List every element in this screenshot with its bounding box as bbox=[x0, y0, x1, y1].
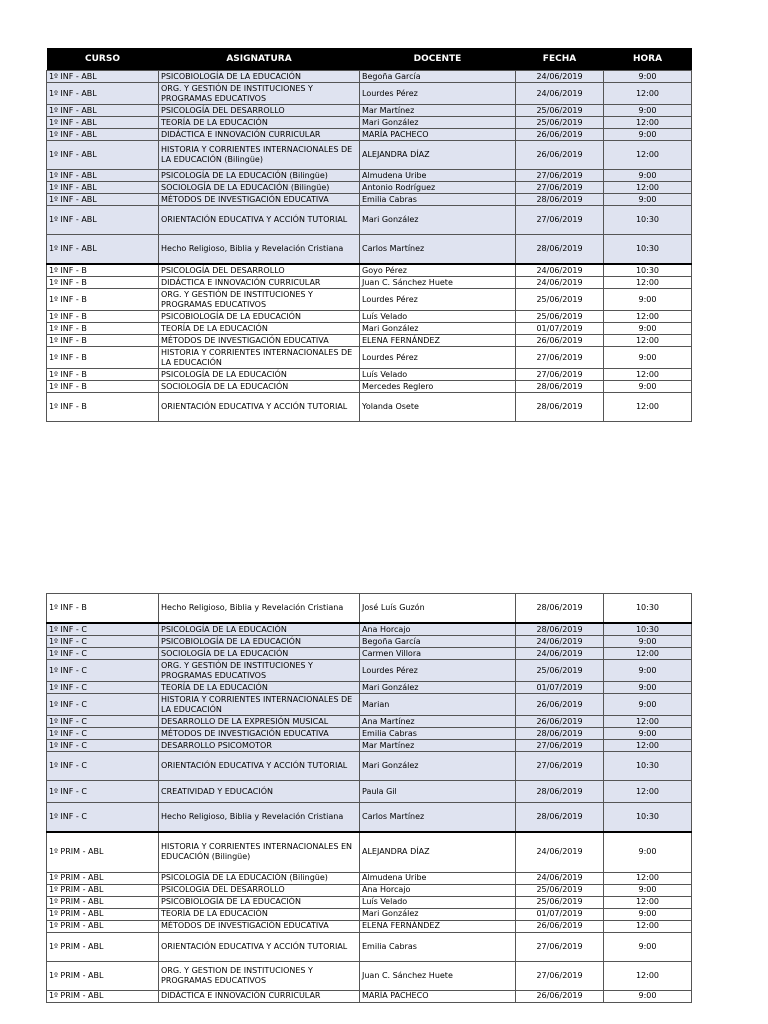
table-row bbox=[47, 728, 692, 740]
table-row bbox=[47, 235, 692, 265]
cell-curso: 1º INF - B bbox=[47, 323, 159, 335]
cell-docente: Mar Martínez bbox=[360, 740, 516, 752]
cell-hora: 9:00 bbox=[604, 636, 692, 648]
cell-fecha: 28/06/2019 bbox=[516, 803, 604, 833]
cell-asignatura: HISTORIA Y CORRIENTES INTERNACIONALES EN EDUCACIÓN (Bilingüe) bbox=[159, 832, 360, 872]
table-row bbox=[47, 920, 692, 932]
group-prim-abl bbox=[47, 832, 692, 1002]
cell-docente: Lourdes Pérez bbox=[360, 289, 516, 311]
cell-curso: 1º INF - B bbox=[47, 335, 159, 347]
cell-curso: 1º INF - ABL bbox=[47, 141, 159, 170]
cell-asignatura: HISTORIA Y CORRIENTES INTERNACIONALES DE LA EDUCACIÓN bbox=[159, 347, 360, 369]
cell-asignatura: PSICOLOGIA DEL DESARROLLO bbox=[159, 884, 360, 896]
table-row bbox=[47, 347, 692, 369]
cell-asignatura: TEORÍA DE LA EDUCACIÓN bbox=[159, 117, 360, 129]
cell-curso: 1º PRIM - ABL bbox=[47, 990, 159, 1002]
cell-hora: 10:30 bbox=[604, 803, 692, 833]
cell-docente: José Luís Guzón bbox=[360, 594, 516, 624]
cell-hora: 9:00 bbox=[604, 323, 692, 335]
cell-fecha: 26/06/2019 bbox=[516, 129, 604, 141]
cell-hora: 9:00 bbox=[604, 170, 692, 182]
header-hora: HORA bbox=[604, 48, 692, 71]
cell-asignatura: TEORÍA DE LA EDUCACIÓN bbox=[159, 682, 360, 694]
table-row bbox=[47, 141, 692, 170]
cell-hora: 9:00 bbox=[604, 347, 692, 369]
cell-asignatura: HISTORIA Y CORRIENTES INTERNACIONALES DE LA EDUCACIÓN (Bilingüe) bbox=[159, 141, 360, 170]
cell-curso: 1º PRIM - ABL bbox=[47, 832, 159, 872]
cell-curso: 1º PRIM - ABL bbox=[47, 896, 159, 908]
cell-fecha: 26/06/2019 bbox=[516, 694, 604, 716]
cell-asignatura: DIDÁCTICA E INNOVACIÓN CURRICULAR bbox=[159, 277, 360, 289]
cell-curso: 1º INF - C bbox=[47, 803, 159, 833]
cell-curso: 1º INF - C bbox=[47, 682, 159, 694]
cell-docente: Mari González bbox=[360, 752, 516, 781]
cell-docente: Begoña García bbox=[360, 71, 516, 83]
table-row bbox=[47, 289, 692, 311]
header-fecha: FECHA bbox=[516, 48, 604, 71]
cell-curso: 1º INF - ABL bbox=[47, 170, 159, 182]
cell-hora: 10:30 bbox=[604, 206, 692, 235]
table-row bbox=[47, 932, 692, 961]
cell-asignatura: TEORÍA DE LA EDUCACIÓN bbox=[159, 908, 360, 920]
cell-curso: 1º INF - ABL bbox=[47, 182, 159, 194]
cell-fecha: 27/06/2019 bbox=[516, 369, 604, 381]
cell-curso: 1º INF - C bbox=[47, 740, 159, 752]
cell-asignatura: MÉTODOS DE INVESTIGACIÓN EDUCATIVA bbox=[159, 728, 360, 740]
cell-hora: 9:00 bbox=[604, 105, 692, 117]
table-row bbox=[47, 623, 692, 636]
cell-curso: 1º INF - ABL bbox=[47, 83, 159, 105]
cell-asignatura: Hecho Religioso, Biblia y Revelación Cristiana bbox=[159, 594, 360, 624]
cell-fecha: 27/06/2019 bbox=[516, 206, 604, 235]
cell-docente: MARÍA PACHECO bbox=[360, 990, 516, 1002]
cell-docente: Emilia Cabras bbox=[360, 932, 516, 961]
cell-fecha: 28/06/2019 bbox=[516, 194, 604, 206]
cell-docente: Yolanda Osete bbox=[360, 393, 516, 422]
table-row bbox=[47, 105, 692, 117]
cell-asignatura: PSICOBIOLOGÍA DE LA EDUCACIÓN bbox=[159, 896, 360, 908]
table-row bbox=[47, 393, 692, 422]
cell-hora: 10:30 bbox=[604, 235, 692, 265]
cell-asignatura: ORG. Y GESTIÓN DE INSTITUCIONES Y PROGRAMAS EDUCATIVOS bbox=[159, 660, 360, 682]
cell-hora: 12:00 bbox=[604, 182, 692, 194]
cell-asignatura: TEORÍA DE LA EDUCACIÓN bbox=[159, 323, 360, 335]
header-docente: DOCENTE bbox=[360, 48, 516, 71]
cell-docente: Mari González bbox=[360, 682, 516, 694]
cell-asignatura: PSICOLOGÍA DE LA EDUCACIÓN (Bilingüe) bbox=[159, 170, 360, 182]
cell-fecha: 28/06/2019 bbox=[516, 623, 604, 636]
table-row bbox=[47, 83, 692, 105]
table-row bbox=[47, 990, 692, 1002]
cell-asignatura: ORIENTACIÓN EDUCATIVA Y ACCIÓN TUTORIAL bbox=[159, 932, 360, 961]
cell-fecha: 25/06/2019 bbox=[516, 896, 604, 908]
cell-curso: 1º INF - B bbox=[47, 381, 159, 393]
table-row bbox=[47, 781, 692, 803]
cell-fecha: 25/06/2019 bbox=[516, 289, 604, 311]
cell-curso: 1º INF - C bbox=[47, 716, 159, 728]
cell-fecha: 28/06/2019 bbox=[516, 781, 604, 803]
cell-hora: 12:00 bbox=[604, 648, 692, 660]
cell-asignatura: ORIENTACIÓN EDUCATIVA Y ACCIÓN TUTORIAL bbox=[159, 206, 360, 235]
cell-hora: 12:00 bbox=[604, 740, 692, 752]
cell-hora: 12:00 bbox=[604, 335, 692, 347]
table-row bbox=[47, 896, 692, 908]
cell-fecha: 27/06/2019 bbox=[516, 961, 604, 990]
cell-fecha: 27/06/2019 bbox=[516, 932, 604, 961]
cell-hora: 10:30 bbox=[604, 264, 692, 277]
cell-fecha: 25/06/2019 bbox=[516, 884, 604, 896]
table-row bbox=[47, 323, 692, 335]
cell-curso: 1º INF - B bbox=[47, 347, 159, 369]
cell-curso: 1º PRIM - ABL bbox=[47, 932, 159, 961]
cell-fecha: 25/06/2019 bbox=[516, 660, 604, 682]
table-row bbox=[47, 335, 692, 347]
cell-curso: 1º INF - B bbox=[47, 277, 159, 289]
table-row bbox=[47, 182, 692, 194]
cell-asignatura: MÉTODOS DE INVESTIGACIÓN EDUCATIVA bbox=[159, 194, 360, 206]
cell-curso: 1º INF - B bbox=[47, 289, 159, 311]
table-row bbox=[47, 264, 692, 277]
cell-docente: Lourdes Pérez bbox=[360, 660, 516, 682]
cell-asignatura: SOCIOLOGÍA DE LA EDUCACIÓN bbox=[159, 648, 360, 660]
cell-asignatura: PSICOLOGÍA DEL DESARROLLO bbox=[159, 105, 360, 117]
cell-curso: 1º INF - B bbox=[47, 369, 159, 381]
cell-asignatura: PSICOBIOLOGÍA DE LA EDUCACIÓN bbox=[159, 311, 360, 323]
cell-asignatura: PSICOLOGÍA DEL DESARROLLO bbox=[159, 264, 360, 277]
cell-fecha: 24/06/2019 bbox=[516, 636, 604, 648]
cell-docente: ALEJANDRA DÍAZ bbox=[360, 141, 516, 170]
cell-hora: 9:00 bbox=[604, 660, 692, 682]
cell-hora: 12:00 bbox=[604, 277, 692, 289]
cell-hora: 9:00 bbox=[604, 129, 692, 141]
table-header bbox=[47, 48, 692, 71]
cell-docente: Goyo Pérez bbox=[360, 264, 516, 277]
cell-docente: Carlos Martínez bbox=[360, 235, 516, 265]
header-asignatura: ASIGNATURA bbox=[159, 48, 360, 71]
cell-asignatura: ORIENTACIÓN EDUCATIVA Y ACCIÓN TUTORIAL bbox=[159, 393, 360, 422]
cell-docente: Carmen Villora bbox=[360, 648, 516, 660]
cell-fecha: 01/07/2019 bbox=[516, 908, 604, 920]
cell-docente: Luís Velado bbox=[360, 311, 516, 323]
cell-hora: 12:00 bbox=[604, 393, 692, 422]
cell-curso: 1º INF - B bbox=[47, 264, 159, 277]
cell-hora: 9:00 bbox=[604, 194, 692, 206]
cell-docente: Marian bbox=[360, 694, 516, 716]
cell-fecha: 27/06/2019 bbox=[516, 170, 604, 182]
cell-curso: 1º INF - C bbox=[47, 752, 159, 781]
cell-docente: Juan C. Sánchez Huete bbox=[360, 277, 516, 289]
cell-docente: Mar Martínez bbox=[360, 105, 516, 117]
cell-asignatura: PSICOLOGÍA DE LA EDUCACIÓN (Bilingüe) bbox=[159, 872, 360, 884]
cell-hora: 12:00 bbox=[604, 920, 692, 932]
cell-asignatura: DIDÁCTICA E INNOVACIÓN CURRICULAR bbox=[159, 129, 360, 141]
cell-hora: 9:00 bbox=[604, 289, 692, 311]
table-row bbox=[47, 194, 692, 206]
table-row bbox=[47, 381, 692, 393]
cell-curso: 1º INF - B bbox=[47, 594, 159, 624]
table-row bbox=[47, 129, 692, 141]
cell-hora: 12:00 bbox=[604, 961, 692, 990]
cell-hora: 12:00 bbox=[604, 781, 692, 803]
cell-hora: 9:00 bbox=[604, 728, 692, 740]
cell-docente: Ana Horcajo bbox=[360, 884, 516, 896]
cell-docente: Emilia Cabras bbox=[360, 728, 516, 740]
cell-hora: 9:00 bbox=[604, 381, 692, 393]
cell-curso: 1º INF - ABL bbox=[47, 71, 159, 83]
cell-asignatura: HISTORIA Y CORRIENTES INTERNACIONALES DE LA EDUCACIÓN bbox=[159, 694, 360, 716]
cell-fecha: 27/06/2019 bbox=[516, 347, 604, 369]
cell-fecha: 26/06/2019 bbox=[516, 990, 604, 1002]
cell-fecha: 25/06/2019 bbox=[516, 105, 604, 117]
cell-fecha: 24/06/2019 bbox=[516, 648, 604, 660]
cell-fecha: 28/06/2019 bbox=[516, 381, 604, 393]
cell-fecha: 28/06/2019 bbox=[516, 594, 604, 624]
cell-hora: 10:30 bbox=[604, 623, 692, 636]
cell-hora: 12:00 bbox=[604, 896, 692, 908]
cell-docente: Ana Horcajo bbox=[360, 623, 516, 636]
cell-fecha: 24/06/2019 bbox=[516, 832, 604, 872]
cell-docente: Lourdes Pérez bbox=[360, 347, 516, 369]
cell-docente: ELENA FERNÁNDEZ bbox=[360, 335, 516, 347]
cell-docente: Mari González bbox=[360, 323, 516, 335]
cell-fecha: 28/06/2019 bbox=[516, 728, 604, 740]
cell-docente: Mercedes Reglero bbox=[360, 381, 516, 393]
cell-asignatura: MÉTODOS DE INVESTIGACIÓN EDUCATIVA bbox=[159, 335, 360, 347]
cell-curso: 1º INF - C bbox=[47, 636, 159, 648]
cell-docente: ALEJANDRA DÍAZ bbox=[360, 832, 516, 872]
cell-docente: Mari González bbox=[360, 206, 516, 235]
table-row bbox=[47, 369, 692, 381]
cell-curso: 1º INF - ABL bbox=[47, 105, 159, 117]
cell-hora: 12:00 bbox=[604, 141, 692, 170]
cell-hora: 12:00 bbox=[604, 716, 692, 728]
cell-curso: 1º INF - C bbox=[47, 728, 159, 740]
table-row bbox=[47, 170, 692, 182]
table-row bbox=[47, 752, 692, 781]
cell-hora: 12:00 bbox=[604, 872, 692, 884]
cell-fecha: 28/06/2019 bbox=[516, 235, 604, 265]
group-inf-c bbox=[47, 623, 692, 832]
cell-docente: Carlos Martínez bbox=[360, 803, 516, 833]
group-inf-b bbox=[47, 264, 692, 422]
cell-hora: 9:00 bbox=[604, 682, 692, 694]
cell-fecha: 24/06/2019 bbox=[516, 71, 604, 83]
cell-curso: 1º PRIM - ABL bbox=[47, 961, 159, 990]
cell-docente: Almudena Uribe bbox=[360, 872, 516, 884]
cell-asignatura: Hecho Religioso, Biblia y Revelación Cristiana bbox=[159, 803, 360, 833]
cell-curso: 1º PRIM - ABL bbox=[47, 872, 159, 884]
table-row bbox=[47, 594, 692, 624]
cell-asignatura: ORG. Y GESTIÓN DE INSTITUCIONES Y PROGRAMAS EDUCATIVOS bbox=[159, 289, 360, 311]
table-row bbox=[47, 206, 692, 235]
table-row bbox=[47, 716, 692, 728]
cell-asignatura: MÉTODOS DE INVESTIGACIÓN EDUCATIVA bbox=[159, 920, 360, 932]
cell-fecha: 27/06/2019 bbox=[516, 740, 604, 752]
cell-fecha: 01/07/2019 bbox=[516, 323, 604, 335]
cell-curso: 1º INF - B bbox=[47, 393, 159, 422]
cell-docente: MARÍA PACHECO bbox=[360, 129, 516, 141]
cell-fecha: 26/06/2019 bbox=[516, 920, 604, 932]
table-row bbox=[47, 832, 692, 872]
group-inf-b-continued bbox=[47, 594, 692, 624]
cell-hora: 9:00 bbox=[604, 908, 692, 920]
cell-asignatura: SOCIOLOGÍA DE LA EDUCACIÓN bbox=[159, 381, 360, 393]
group-inf-abl bbox=[47, 71, 692, 265]
cell-fecha: 28/06/2019 bbox=[516, 393, 604, 422]
cell-asignatura: PSICOLOGÍA DE LA EDUCACIÓN bbox=[159, 623, 360, 636]
cell-asignatura: DESARROLLO PSICOMOTOR bbox=[159, 740, 360, 752]
cell-curso: 1º INF - ABL bbox=[47, 117, 159, 129]
table-row bbox=[47, 740, 692, 752]
cell-curso: 1º INF - ABL bbox=[47, 235, 159, 265]
cell-hora: 12:00 bbox=[604, 117, 692, 129]
cell-hora: 9:00 bbox=[604, 71, 692, 83]
cell-hora: 9:00 bbox=[604, 990, 692, 1002]
table-row bbox=[47, 872, 692, 884]
cell-docente: Luís Velado bbox=[360, 896, 516, 908]
cell-hora: 9:00 bbox=[604, 932, 692, 961]
table-row bbox=[47, 694, 692, 716]
cell-docente: Begoña García bbox=[360, 636, 516, 648]
cell-hora: 10:30 bbox=[604, 752, 692, 781]
cell-curso: 1º PRIM - ABL bbox=[47, 884, 159, 896]
table-row bbox=[47, 277, 692, 289]
cell-fecha: 26/06/2019 bbox=[516, 141, 604, 170]
cell-asignatura: CREATIVIDAD Y EDUCACIÓN bbox=[159, 781, 360, 803]
cell-curso: 1º INF - C bbox=[47, 694, 159, 716]
cell-curso: 1º INF - C bbox=[47, 648, 159, 660]
table-row bbox=[47, 660, 692, 682]
cell-fecha: 25/06/2019 bbox=[516, 117, 604, 129]
cell-docente: Ana Martínez bbox=[360, 716, 516, 728]
cell-asignatura: PSICOBIOLOGÍA DE LA EDUCACIÓN bbox=[159, 636, 360, 648]
table-row bbox=[47, 648, 692, 660]
cell-asignatura: ORG. Y GESTIÓN DE INSTITUCIONES Y PROGRAMAS EDUCATIVOS bbox=[159, 83, 360, 105]
table-row bbox=[47, 803, 692, 833]
cell-docente: Juan C. Sánchez Huete bbox=[360, 961, 516, 990]
header-curso: CURSO bbox=[47, 48, 159, 71]
cell-fecha: 24/06/2019 bbox=[516, 83, 604, 105]
table-row bbox=[47, 311, 692, 323]
table-row bbox=[47, 884, 692, 896]
cell-curso: 1º INF - C bbox=[47, 660, 159, 682]
cell-docente: Antonio Rodríguez bbox=[360, 182, 516, 194]
cell-curso: 1º INF - C bbox=[47, 781, 159, 803]
cell-hora: 10:30 bbox=[604, 594, 692, 624]
cell-curso: 1º INF - ABL bbox=[47, 206, 159, 235]
cell-fecha: 27/06/2019 bbox=[516, 752, 604, 781]
table-row bbox=[47, 117, 692, 129]
table-row bbox=[47, 682, 692, 694]
cell-asignatura: PSICOBIOLOGÍA DE LA EDUCACIÓN bbox=[159, 71, 360, 83]
cell-asignatura: Hecho Religioso, Biblia y Revelación Cristiana bbox=[159, 235, 360, 265]
cell-docente: Emilia Cabras bbox=[360, 194, 516, 206]
cell-fecha: 27/06/2019 bbox=[516, 182, 604, 194]
cell-docente: Mari González bbox=[360, 117, 516, 129]
cell-docente: ELENA FERNÁNDEZ bbox=[360, 920, 516, 932]
exam-schedule-table-1 bbox=[46, 48, 692, 422]
table-row bbox=[47, 961, 692, 990]
cell-curso: 1º INF - ABL bbox=[47, 194, 159, 206]
cell-docente: Almudena Uribe bbox=[360, 170, 516, 182]
cell-fecha: 24/06/2019 bbox=[516, 277, 604, 289]
cell-docente: Paula Gil bbox=[360, 781, 516, 803]
cell-asignatura: SOCIOLOGÍA DE LA EDUCACIÓN (Bilingüe) bbox=[159, 182, 360, 194]
cell-docente: Mari González bbox=[360, 908, 516, 920]
cell-curso: 1º INF - C bbox=[47, 623, 159, 636]
cell-curso: 1º PRIM - ABL bbox=[47, 920, 159, 932]
cell-fecha: 01/07/2019 bbox=[516, 682, 604, 694]
cell-hora: 9:00 bbox=[604, 884, 692, 896]
cell-fecha: 26/06/2019 bbox=[516, 716, 604, 728]
cell-hora: 9:00 bbox=[604, 832, 692, 872]
exam-schedule-table-2 bbox=[46, 593, 692, 1003]
cell-fecha: 24/06/2019 bbox=[516, 264, 604, 277]
cell-docente: Lourdes Pérez bbox=[360, 83, 516, 105]
cell-asignatura: ORIENTACIÓN EDUCATIVA Y ACCIÓN TUTORIAL bbox=[159, 752, 360, 781]
cell-hora: 12:00 bbox=[604, 369, 692, 381]
cell-asignatura: DESARROLLO DE LA EXPRESIÓN MUSICAL bbox=[159, 716, 360, 728]
cell-curso: 1º INF - ABL bbox=[47, 129, 159, 141]
cell-fecha: 26/06/2019 bbox=[516, 335, 604, 347]
cell-fecha: 24/06/2019 bbox=[516, 872, 604, 884]
table-row bbox=[47, 71, 692, 83]
cell-asignatura: ORG. Y GESTION DE INSTITUCIONES Y PROGRAMAS EDUCATIVOS bbox=[159, 961, 360, 990]
cell-hora: 12:00 bbox=[604, 83, 692, 105]
cell-curso: 1º INF - B bbox=[47, 311, 159, 323]
cell-asignatura: PSICOLOGÍA DE LA EDUCACIÓN bbox=[159, 369, 360, 381]
cell-docente: Luís Velado bbox=[360, 369, 516, 381]
table-row bbox=[47, 636, 692, 648]
cell-hora: 9:00 bbox=[604, 694, 692, 716]
cell-hora: 12:00 bbox=[604, 311, 692, 323]
cell-curso: 1º PRIM - ABL bbox=[47, 908, 159, 920]
cell-fecha: 25/06/2019 bbox=[516, 311, 604, 323]
table-row bbox=[47, 908, 692, 920]
cell-asignatura: DIDÁCTICA E INNOVACIÓN CURRICULAR bbox=[159, 990, 360, 1002]
